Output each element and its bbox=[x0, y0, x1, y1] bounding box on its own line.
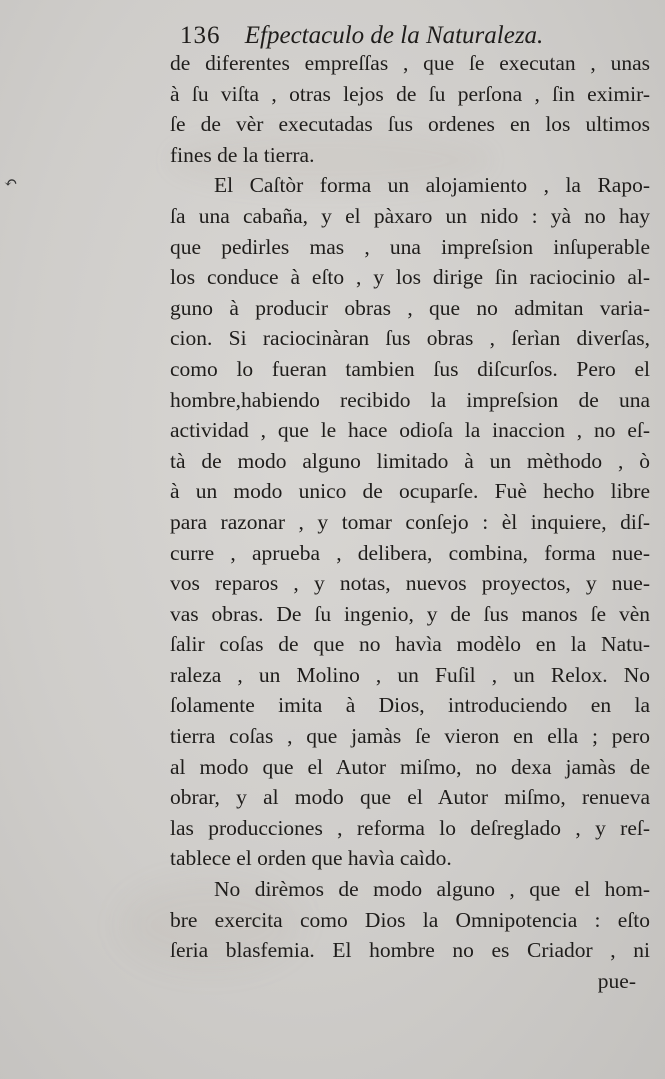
text-line: de diferentes empreſſas , que ſe executan , unas bbox=[170, 51, 650, 75]
running-title: Efpectaculo de la Naturaleza. bbox=[244, 22, 544, 49]
text-line: El Caſtòr forma un alojamiento , la Rapo- bbox=[214, 173, 650, 198]
text-line: obrar, y al modo que el Autor miſmo, renueva bbox=[170, 785, 650, 810]
text-line: cion. Si raciocinàran ſus obras , ſerìan diverſas, bbox=[170, 326, 650, 351]
text-line: tierra coſas , que jamàs ſe vieron en ella ; pero bbox=[170, 724, 650, 749]
text-line: raleza , un Molino , un Fuſil , un Relox. No bbox=[170, 662, 650, 687]
text-line: ſeria blasfemia. El hombre no es Criador , ni bbox=[170, 938, 650, 963]
text-line: à un modo unico de ocuparſe. Fuè hecho libre bbox=[170, 479, 650, 504]
text-line: ſalir coſas de que no havìa modèlo en la Natu- bbox=[170, 632, 650, 657]
text-line: los conduce à eſto , y los dirige ſin raciocinio al- bbox=[170, 265, 650, 290]
text-line: que pedirles mas , una impreſsion inſuperable bbox=[170, 234, 650, 259]
text-line: fines de la tierra. bbox=[170, 142, 315, 167]
text-line: guno à producir obras , que no admitan varia- bbox=[170, 295, 650, 320]
text-line: vas obras. De ſu ingenio, y de ſus manos ſe vèn bbox=[170, 601, 650, 626]
text-line: bre exercita como Dios la Omnipotencia : eſto bbox=[170, 907, 650, 932]
text-line: al modo que el Autor miſmo, no dexa jamàs de bbox=[170, 754, 650, 779]
text-line: hombre,habiendo recibido la impreſsion de una bbox=[170, 387, 650, 412]
text-line: para razonar , y tomar conſejo : èl inquiere, diſ- bbox=[170, 509, 650, 534]
text-line: ſe de vèr executadas ſus ordenes en los ultimos bbox=[170, 112, 650, 137]
text-line: ſa una cabaña, y el pàxaro un nido : yà no hay bbox=[170, 203, 650, 228]
text-line: actividad , que le hace odioſa la inaccion , no eſ- bbox=[170, 418, 650, 443]
body-text bbox=[170, 48, 650, 996]
text-line: vos reparos , y notas, nuevos proyectos, y nue- bbox=[170, 571, 650, 596]
text-line: No dirèmos de modo alguno , que el hom- bbox=[214, 877, 650, 902]
text-line: tà de modo alguno limitado à un mèthodo , ò bbox=[170, 448, 650, 473]
text-line: tablece el orden que havìa caìdo. bbox=[170, 846, 452, 871]
margin-mark: ↶ bbox=[4, 175, 18, 192]
text-line: como lo fueran tambien ſus diſcurſos. Pero el bbox=[170, 356, 650, 381]
text-line: las producciones , reforma lo deſreglado , y reſ- bbox=[170, 815, 650, 840]
text-line: ſolamente imita à Dios, introduciendo en la bbox=[170, 693, 650, 718]
text-line: curre , aprueba , delibera, combina, forma nue- bbox=[170, 540, 650, 565]
catchword: pue- bbox=[597, 968, 636, 993]
page-number: 136 bbox=[180, 22, 221, 49]
text-line: à ſu viſta , otras lejos de ſu perſona , ſin eximir- bbox=[170, 81, 650, 106]
